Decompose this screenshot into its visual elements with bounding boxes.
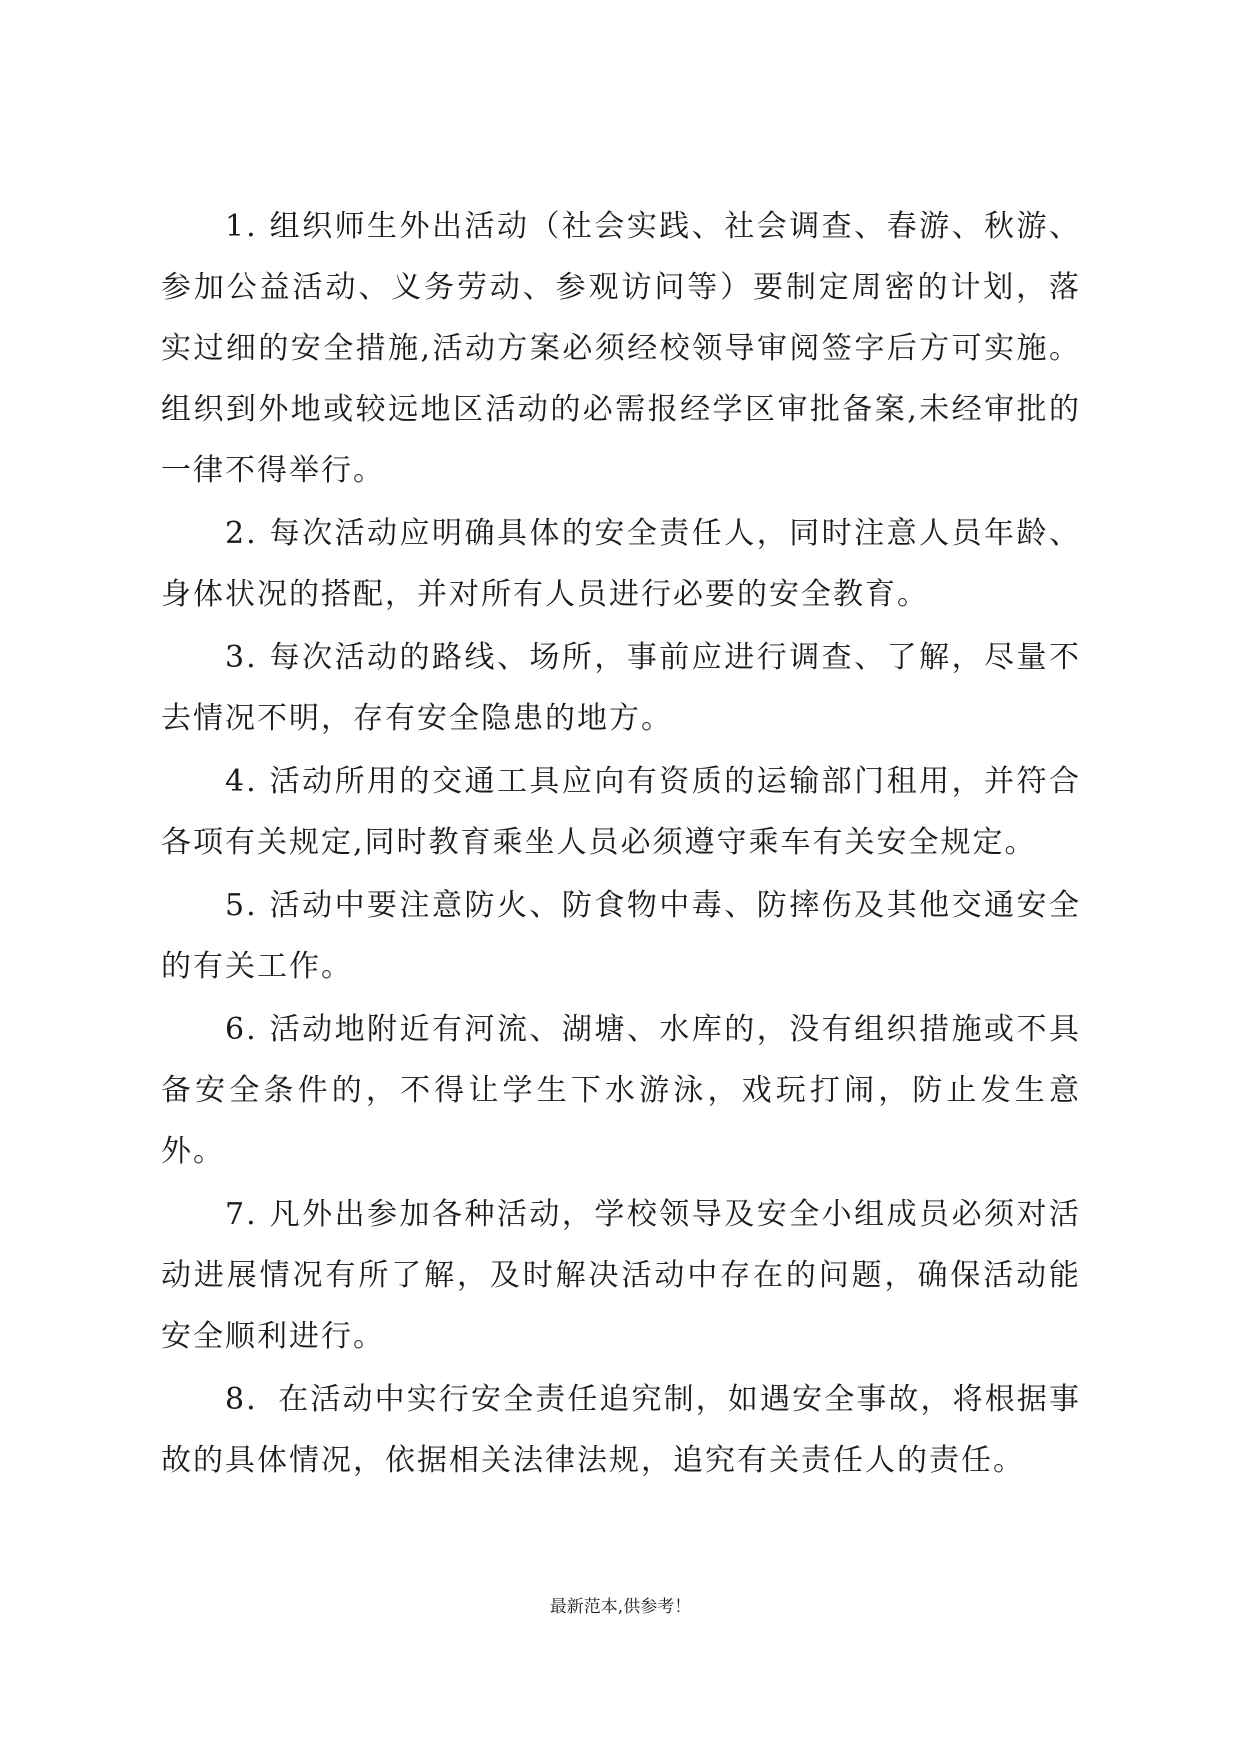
paragraph-6: 6. 活动地附近有河流、湖塘、水库的，没有组织措施或不具备安全条件的，不得让学生下水游泳，戏玩打闹，防止发生意外。 <box>161 1012 1081 1169</box>
document-body <box>161 196 1081 1493</box>
paragraph-2: 2. 每次活动应明确具体的安全责任人，同时注意人员年龄、身体状况的搭配，并对所有人员进行必要的安全教育。 <box>161 516 1081 612</box>
paragraph-3: 3. 每次活动的路线、场所，事前应进行调查、了解，尽量不去情况不明，存有安全隐患的地方。 <box>161 640 1081 736</box>
paragraph-7: 7. 凡外出参加各种活动，学校领导及安全小组成员必须对活动进展情况有所了解，及时解决活动中存在的问题，确保活动能安全顺利进行。 <box>161 1197 1081 1354</box>
paragraph-4: 4. 活动所用的交通工具应向有资质的运输部门租用，并符合各项有关规定,同时教育乘坐人员必须遵守乘车有关安全规定。 <box>161 764 1081 860</box>
paragraph-8: 8．在活动中实行安全责任追究制，如遇安全事故，将根据事故的具体情况，依据相关法律法规，追究有关责任人的责任。 <box>161 1382 1081 1478</box>
paragraph-1: 1. 组织师生外出活动（社会实践、社会调查、春游、秋游、参加公益活动、义务劳动、参观访问等）要制定周密的计划，落实过细的安全措施,活动方案必须经校领导审阅签字后方可实施。组织到外地或较远地区活动的必需报经学区审批备案,未经审批的一律不得举行。 <box>161 209 1081 488</box>
page-footer: 最新范本,供参考！ <box>549 1597 692 1617</box>
paragraph-5: 5. 活动中要注意防火、防食物中毒、防摔伤及其他交通安全的有关工作。 <box>161 888 1081 984</box>
